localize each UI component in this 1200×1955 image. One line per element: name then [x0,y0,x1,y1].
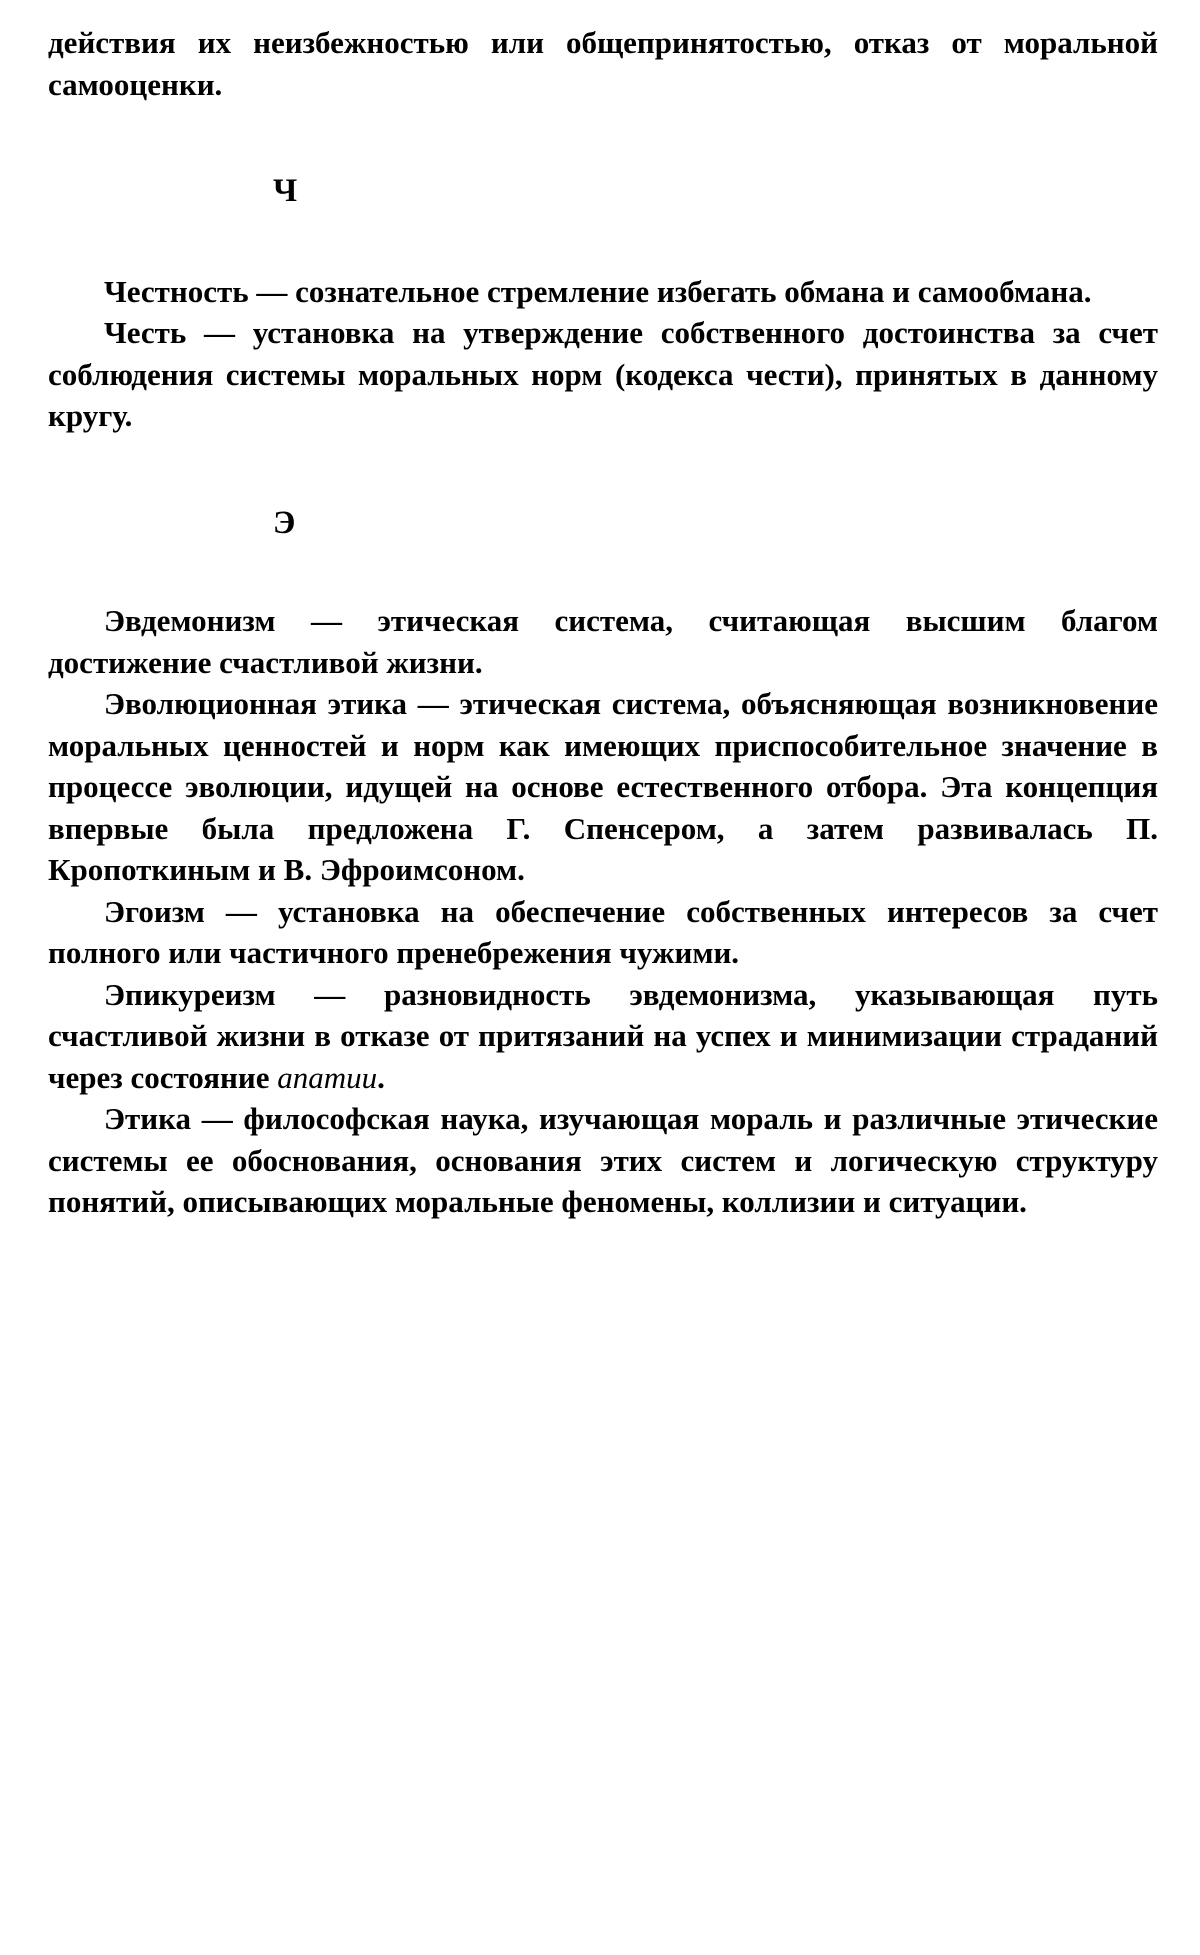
entry-definition: установка на обеспечение собственных интересов за счет полного или частичного пренебрежения чужими. [48,893,1158,970]
entry-term: Честность [104,273,249,309]
entry-dash: — [186,315,253,350]
entry-dash: — [248,273,296,309]
entry-epikureizm [48,974,1158,1099]
entry-evdemonizm [48,600,1158,683]
entry-etika [48,1098,1158,1223]
entry-term: Честь [104,315,187,350]
entry-term: Эволюционная этика [104,686,408,721]
entry-italic-term: апатии [277,1059,378,1095]
section-letter-e: Э [273,504,296,541]
entry-dash: — [407,686,460,721]
entry-tail: . [377,1059,385,1095]
entry-evolyutsionnaya-etika [48,683,1158,891]
entry-term: Эпикуреизм [104,976,276,1012]
entry-chestnost [48,271,1158,313]
entry-egoizm [48,891,1158,974]
entry-dash: — [204,893,278,929]
entry-dash: — [191,1101,244,1136]
entry-term: Эвдемонизм [104,603,276,638]
entry-dash: — [275,603,378,638]
entry-term: Эгоизм [104,893,205,929]
entry-definition: установка на утверждение собственного достоинства за счет соблюдения системы моральных норм (кодекса чести), принятых в данному кругу. [48,315,1158,433]
section-letter-ch: Ч [273,173,298,209]
entry-chest [48,312,1158,437]
entry-definition: сознательное стремление избегать обмана и самообмана. [295,273,1092,309]
entry-definition: этическая система, объясняющая возникновение моральных ценностей и норм как имеющих приспособительное значение в процессе эволюции, идущей на основе естественного отбора. Эта концепция впервые была предложена Г. Спенсером, а затем развивалась П. Кропоткиным и В. Эфроимсоном. [48,686,1159,887]
document-page [48,22,1158,1223]
entry-dash: — [275,976,384,1012]
entry-term: Этика [104,1101,192,1136]
entry-definition: этическая система, считающая высшим благом достижение счастливой жизни. [48,603,1159,680]
entry-definition: разновидность эвдемонизма, указывающая путь счастливой жизни в отказе от притязаний на успех и минимизации страданий через состояние [48,976,1158,1095]
intro-paragraph: действия их неизбежностью или общепринятостью, отказ от моральной самооценки. [48,25,1158,102]
entry-definition: философская наука, изучающая мораль и различные этические системы ее обоснования, основания этих систем и логическую структуру понятий, описывающих моральные феномены, коллизии и ситуации. [48,1101,1158,1219]
